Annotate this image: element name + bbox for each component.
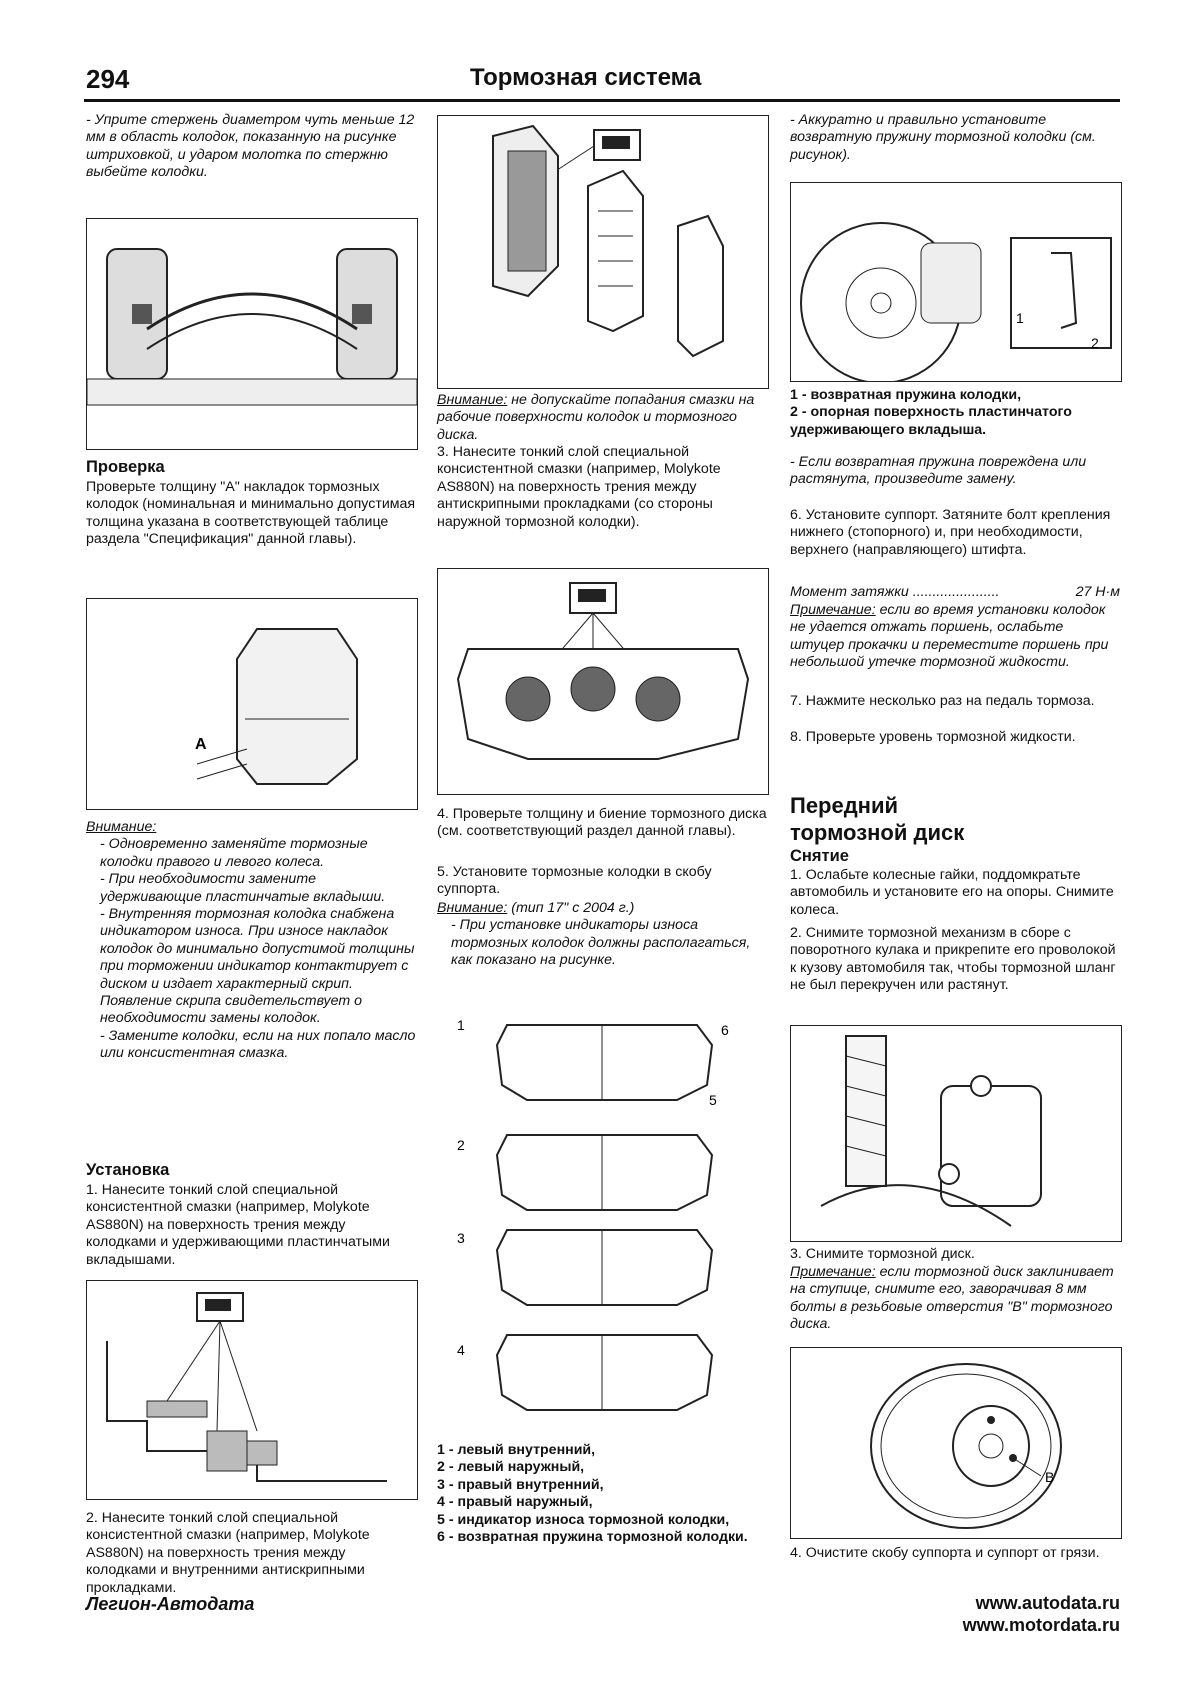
check-heading: Проверка [86,458,165,476]
legend-item: 4 - правый наружный, [437,1494,593,1511]
legend-item: 6 - возвратная пружина тормозной колодки. [437,1529,748,1546]
attention-item: - Замените колодки, если на них попало масло или консистентная смазка. [100,1027,416,1062]
attention-item: - Внутренняя тормозная колодка снабжена индикатором износа. При износе накладок колодок до минимально допустимой толщины при торможении индикатор контактирует с диском и издает характерный скрип. Появление скрипа свидетельствует о необходимости замены колодок. [100,906,415,1027]
col2-step-4: 4. Проверьте толщину и биение тормозного диска (см. соответствующий раздел данной главы). [437,806,767,840]
caliper-removal-drawing [791,1026,1121,1241]
lube-drawing-1 [87,1281,417,1499]
header-rule [84,99,1120,102]
legend-item: 1 - возвратная пружина колодки, [790,387,1022,403]
pad-positions-drawing [437,1005,767,1435]
num-5: 5 [709,1092,717,1108]
col2-attention [437,392,767,444]
page-number: 294 [86,64,130,94]
pad-positions-figure [437,1005,767,1435]
return-spring-figure [790,182,1122,382]
spring-drawing [791,183,1121,381]
note-label: Примечание: [790,602,876,618]
caliper-removal-figure [790,1025,1122,1242]
num-1: 1 [1016,310,1024,326]
attention-label: Внимание: [86,819,157,835]
removal-step-2: 2. Снимите тормозной механизм в сборе с поворотного кулака и прикрепите его проволокой к кузову автомобиля так, чтобы тормозной шланг не был перекручен или растянут. [790,925,1116,994]
num-2: 2 [457,1137,465,1153]
spring-legend [790,387,1120,439]
num-6: 6 [721,1022,729,1038]
col2-attention-2 [437,900,767,970]
footer-link-motordata[interactable]: www.motordata.ru [962,1615,1120,1635]
caliper-figure [86,218,418,450]
shim-lubrication-figure [437,568,769,795]
col3-step-4: 4. Очистите скобу суппорта и суппорт от грязи. [790,1545,1100,1561]
pads-lubrication-figure [437,115,769,389]
col1-intro: - Уприте стержень диаметром чуть меньше 12 мм в область колодок, показанную на рисунке штриховкой, и ударом молотка по стержню выбейте колодки. [86,112,415,181]
num-2: 2 [1091,335,1099,351]
spring-note: - Если возвратная пружина повреждена или растянута, произведите замену. [790,454,1087,488]
pad-drawing [87,599,417,809]
caliper-drawing [87,219,417,449]
num-1: 1 [457,1017,465,1033]
torque-value: 27 Н·м [1075,584,1120,600]
disc-drawing [791,1348,1121,1538]
col2-step-5: 5. Установите тормозные колодки в скобу суппорта. [437,864,712,898]
lubrication-figure-1 [86,1280,418,1500]
label-a: A [195,736,207,753]
legend-item: 1 - левый внутренний, [437,1442,596,1458]
removal-step-3: 3. Снимите тормозной диск. [790,1246,975,1262]
torque-label: Момент затяжки ...................... [790,584,1000,600]
attention-item: - При необходимости замените удерживающие пластинчатые вкладыши. [100,871,386,905]
col2-attention2-label: Внимание: [437,900,508,916]
section-title: Передний тормозной диск [790,793,965,845]
col2-attention2-suffix: (тип 17" с 2004 г.) [507,900,635,916]
footer-brand: Легион-Автодата [86,1594,255,1614]
removal-step-1: 1. Ослабьте колесные гайки, поддомкратьте автомобиль и установите его на опоры. Снимите колеса. [790,867,1114,918]
attention-item: - Одновременно заменяйте тормозные колодки правого и левого колеса. [100,836,368,870]
install-step-2: 2. Нанесите тонкий слой специальной консистентной смазки (например, Molykote AS880N) на поверхность трения между колодками и внутренними антискрипными прокладками. [86,1510,370,1596]
install-step-1: 1. Нанесите тонкий слой специальной консистентной смазки (например, Molykote AS880N) на поверхность трения между колодками и удерживающими пластинчатыми вкладышами. [86,1182,390,1268]
footer-links [963,1592,1120,1636]
num-4: 4 [457,1342,465,1358]
col3-note [790,602,1120,672]
legend-item: 2 - опорная поверхность пластинчатого удерживающего вкладыша. [790,404,1072,438]
col3-step-8: 8. Проверьте уровень тормозной жидкости. [790,729,1076,745]
legend-item: 5 - индикатор износа тормозной колодки, [437,1511,730,1528]
col2-attention-label: Внимание: [437,392,508,408]
pad-thickness-figure [86,598,418,810]
shim-drawing [438,569,768,794]
check-text: Проверьте толщину "А" накладок тормозных колодок (номинальная и минимально допустимая толщина указана в соответствующей таблице раздела "Спецификация" данной главы). [86,479,416,548]
num-3: 3 [457,1230,465,1246]
footer-link-autodata[interactable]: www.autodata.ru [975,1593,1120,1613]
col3-step-7: 7. Нажмите несколько раз на педаль тормоза. [790,693,1095,709]
note-text: если во время установки колодок не удается отжать поршень, ослабьте штуцер прокачки и переместите поршень при небольшой утечке тормозной жидкости. [790,602,1109,671]
note2-label: Примечание: [790,1264,876,1280]
col3-note-2 [790,1264,1120,1334]
col2-step-3: 3. Нанесите тонкий слой специальной консистентной смазки (например, Molykote AS880N) на поверхность трения между антискрипными прокладками (со стороны наружной тормозной колодки). [437,444,721,530]
label-b: B [1045,1469,1055,1485]
torque-line [790,584,1120,601]
pad-legend [437,1442,767,1546]
pads-drawing [438,116,768,388]
col3-step-6: 6. Установите суппорт. Затяните болт крепления нижнего (стопорного) и, при необходимости, верхнего (направляющего) штифта. [790,507,1111,558]
attention-block [86,819,416,1063]
col2-attention2-text: - При установке индикаторы износа тормозных колодок должны располагаться, как показано на рисунке. [451,917,751,969]
col2-attention-text: не допускайте попадания смазки на рабочие поверхности колодок и тормозного диска. [437,392,755,443]
col3-intro: - Аккуратно и правильно установите возвратную пружину тормозной колодки (см. рисунок). [790,112,1096,163]
legend-item: 2 - левый наружный, [437,1459,585,1476]
legend-item: 3 - правый внутренний, [437,1476,604,1493]
removal-heading: Снятие [790,847,849,865]
note2-text: если тормозной диск заклинивает на ступице, снимите его, заворачивая 8 мм болты в резьбовые отверстия "В" тормозного диска. [790,1264,1114,1333]
page-title: Тормозная система [470,64,702,91]
install-heading: Установка [86,1161,170,1179]
brake-disc-figure [790,1347,1122,1539]
